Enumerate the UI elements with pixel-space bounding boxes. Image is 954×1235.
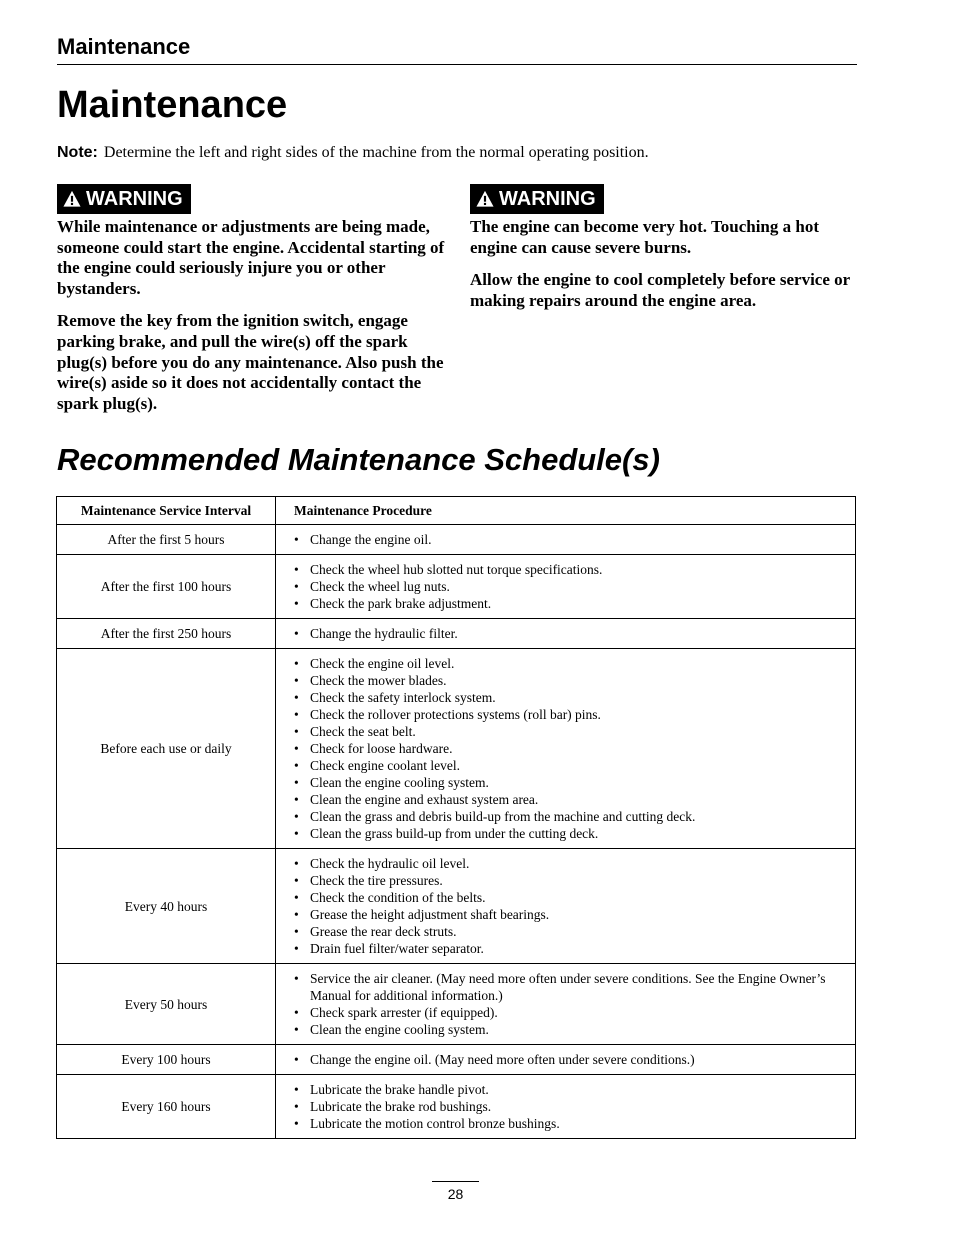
procedure-cell <box>276 649 856 849</box>
table-header-row <box>57 497 856 525</box>
procedure-item: • Check the rollover protections systems (roll bar) pins. <box>294 706 845 723</box>
procedure-item: • Change the engine oil. <box>294 531 845 548</box>
column-header-interval: Maintenance Service Interval <box>57 497 276 525</box>
procedure-item: • Clean the grass and debris build-up from the machine and cutting deck. <box>294 808 845 825</box>
interval-cell: Before each use or daily <box>57 649 276 849</box>
procedure-item: • Check the tire pressures. <box>294 872 845 889</box>
table-row <box>57 619 856 649</box>
footer-rule <box>432 1181 479 1182</box>
note-text: Determine the left and right sides of the machine from the normal operating position. <box>103 144 649 161</box>
procedure-item: • Clean the grass build-up from under the cutting deck. <box>294 825 845 842</box>
procedure-item: • Check the condition of the belts. <box>294 889 845 906</box>
procedure-item: • Grease the height adjustment shaft bearings. <box>294 906 845 923</box>
schedule-title: Recommended Maintenance Schedule(s) <box>57 442 660 477</box>
running-header: Maintenance <box>57 34 191 59</box>
warning-paragraph: The engine can become very hot. Touching a hot engine can cause severe burns. <box>470 217 819 257</box>
warning-block-left <box>57 184 445 426</box>
warning-badge-label: WARNING <box>499 187 596 210</box>
procedure-item: • Check the engine oil level. <box>294 655 845 672</box>
procedure-list <box>294 655 845 842</box>
procedure-cell <box>276 1075 856 1139</box>
note-label: Note: <box>57 144 98 161</box>
table-row <box>57 964 856 1045</box>
procedure-item: • Service the air cleaner. (May need more often under severe conditions. See the Engine Owner’s Manual for additional information.) <box>294 970 845 1004</box>
warning-triangle-icon <box>476 190 494 208</box>
procedure-cell <box>276 619 856 649</box>
procedure-cell <box>276 555 856 619</box>
table-row <box>57 525 856 555</box>
procedure-list <box>294 970 845 1038</box>
procedure-item: • Check the safety interlock system. <box>294 689 845 706</box>
procedure-list <box>294 855 845 957</box>
maintenance-schedule-table <box>56 496 856 1139</box>
procedure-cell <box>276 849 856 964</box>
warning-paragraph: Allow the engine to cool completely before service or making repairs around the engine area. <box>470 270 850 310</box>
page-title: Maintenance <box>57 84 288 126</box>
warning-paragraph: While maintenance or adjustments are being made, someone could start the engine. Accidental starting of the engine could seriously injure you or other bystanders. <box>57 217 445 298</box>
table-row <box>57 649 856 849</box>
procedure-item: • Grease the rear deck struts. <box>294 923 845 940</box>
warning-paragraph: Remove the key from the ignition switch, engage parking brake, and pull the wire(s) off the spark plug(s) before you do any maintenance. Also push the wire(s) aside so it does not accidentally contact the spark plug(s). <box>57 311 444 413</box>
page-number: 28 <box>447 1186 464 1202</box>
interval-cell: After the first 100 hours <box>57 555 276 619</box>
warning-badge <box>470 184 604 214</box>
procedure-item: • Clean the engine cooling system. <box>294 774 845 791</box>
procedure-list <box>294 1081 845 1132</box>
procedure-list <box>294 561 845 612</box>
procedure-list <box>294 1051 845 1068</box>
interval-cell: Every 50 hours <box>57 964 276 1045</box>
table-row <box>57 849 856 964</box>
table-row <box>57 1045 856 1075</box>
procedure-item: • Lubricate the brake rod bushings. <box>294 1098 845 1115</box>
procedure-item: • Check the park brake adjustment. <box>294 595 845 612</box>
interval-cell: After the first 5 hours <box>57 525 276 555</box>
column-header-procedure: Maintenance Procedure <box>276 497 856 525</box>
procedure-item: • Clean the engine and exhaust system area. <box>294 791 845 808</box>
table-row <box>57 555 856 619</box>
procedure-item: • Lubricate the brake handle pivot. <box>294 1081 845 1098</box>
procedure-item: • Lubricate the motion control bronze bushings. <box>294 1115 845 1132</box>
header-rule <box>57 64 857 65</box>
table-body <box>57 525 856 1139</box>
procedure-item: • Drain fuel filter/water separator. <box>294 940 845 957</box>
note <box>57 144 649 162</box>
interval-cell: After the first 250 hours <box>57 619 276 649</box>
procedure-item: • Change the hydraulic filter. <box>294 625 845 642</box>
warning-triangle-icon <box>63 190 81 208</box>
procedure-item: • Check the seat belt. <box>294 723 845 740</box>
procedure-item: • Check for loose hardware. <box>294 740 845 757</box>
interval-cell: Every 40 hours <box>57 849 276 964</box>
interval-cell: Every 100 hours <box>57 1045 276 1075</box>
procedure-item: • Check the mower blades. <box>294 672 845 689</box>
procedure-item: • Check spark arrester (if equipped). <box>294 1004 845 1021</box>
procedure-list <box>294 531 845 548</box>
procedure-item: • Clean the engine cooling system. <box>294 1021 845 1038</box>
procedure-cell <box>276 525 856 555</box>
procedure-item: • Change the engine oil. (May need more often under severe conditions.) <box>294 1051 845 1068</box>
procedure-item: • Check the wheel hub slotted nut torque specifications. <box>294 561 845 578</box>
procedure-item: • Check the wheel lug nuts. <box>294 578 845 595</box>
warning-badge <box>57 184 191 214</box>
procedure-item: • Check engine coolant level. <box>294 757 845 774</box>
procedure-list <box>294 625 845 642</box>
procedure-cell <box>276 1045 856 1075</box>
procedure-cell <box>276 964 856 1045</box>
warning-badge-label: WARNING <box>86 187 183 210</box>
procedure-item: • Check the hydraulic oil level. <box>294 855 845 872</box>
table-row <box>57 1075 856 1139</box>
interval-cell: Every 160 hours <box>57 1075 276 1139</box>
warning-block-right <box>470 184 858 323</box>
